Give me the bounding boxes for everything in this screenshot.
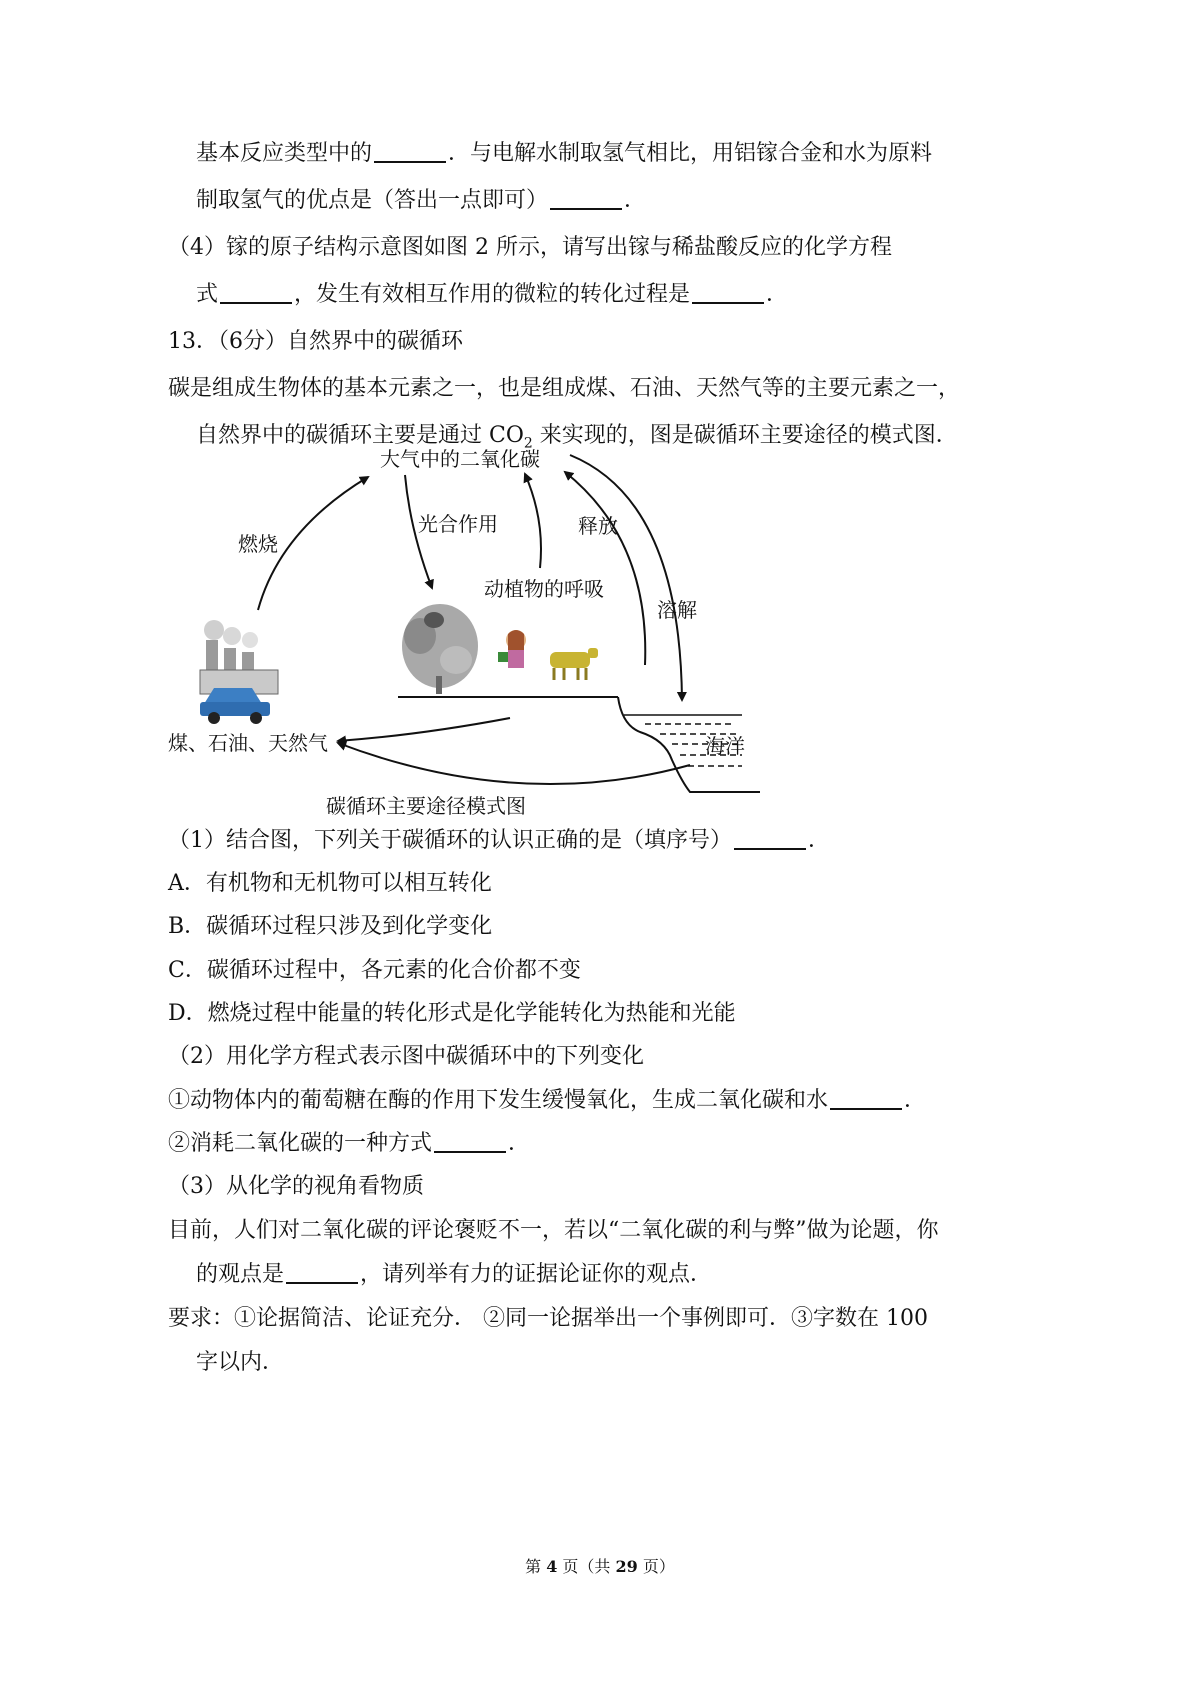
sub-question-3-requirement: 要求：①论据简洁、论证充分． ②同一论据举出一个事例即可．③字数在 100	[168, 1306, 928, 1331]
sub-question-3-paragraph: 目前，人们对二氧化碳的评论褒贬不一，若以“二氧化碳的利与弊”做为论题，你	[168, 1218, 939, 1243]
page-number: 4	[546, 1557, 558, 1576]
q12-part4-line: （4）镓的原子结构示意图如图 2 所示，请写出镓与稀盐酸反应的化学方程	[168, 235, 892, 260]
diagram-label-photosynthesis: 光合作用	[418, 512, 498, 536]
ground-to-fossil-arrow	[338, 718, 510, 741]
stem-text-segment: （1）结合图，下列关于碳循环的认识正确的是（填序号）	[168, 828, 732, 853]
option-b: B．碳循环过程只涉及到化学变化	[168, 914, 493, 939]
answer-blank	[734, 826, 806, 850]
option-c: C．碳循环过程中，各元素的化合价都不变	[168, 958, 581, 983]
diagram-label-ocean: 海洋	[705, 734, 745, 758]
release-arrow	[565, 472, 645, 665]
q12-text-segment: 式	[196, 282, 219, 307]
sub-question-3-stem: （3）从化学的视角看物质	[168, 1174, 424, 1199]
answer-blank	[830, 1086, 902, 1110]
item-text-segment: ②消耗二氧化碳的一种方式	[168, 1131, 433, 1156]
co2-subscript: 2	[523, 435, 533, 452]
sub-question-2-stem: （2）用化学方程式表示图中碳循环中的下列变化	[168, 1044, 644, 1069]
paragraph-text-segment: 的观点是	[196, 1262, 285, 1287]
diagram-label-release: 释放	[578, 514, 618, 538]
option-a: A．有机物和无机物可以相互转化	[168, 871, 492, 896]
sub-question-1-stem	[168, 826, 830, 856]
diagram-caption: 碳循环主要途径模式图	[326, 794, 526, 818]
answer-blank	[286, 1260, 358, 1284]
factory-car-icon	[200, 620, 278, 724]
sub-question-2-item-1	[168, 1086, 926, 1116]
cow-icon	[550, 648, 598, 680]
sub-question-3-requirement: 字以内．	[196, 1350, 285, 1375]
item-text-segment: ．	[904, 1088, 927, 1113]
q12-text-segment: ．与电解水制取氢气相比，用铝镓合金和水为原料	[448, 141, 933, 166]
diagram-label-respiration: 动植物的呼吸	[484, 577, 604, 601]
question-intro-line: 碳是组成生物体的基本元素之一，也是组成煤、石油、天然气等的主要元素之一，	[168, 376, 961, 401]
intro-text-segment: 来实现的，图是碳循环主要途径的模式图．	[532, 423, 958, 448]
item-text-segment: ①动物体内的葡萄糖在酶的作用下发生缓慢氧化，生成二氧化碳和水	[168, 1088, 829, 1113]
question-title: 13．（6分）自然界中的碳循环	[168, 329, 463, 354]
respiration-arrow	[525, 474, 541, 568]
tree-icon	[402, 604, 478, 694]
q12-text-segment: 制取氢气的优点是（答出一点即可）	[196, 188, 549, 213]
person-icon	[498, 630, 526, 668]
footer-text: 页）	[637, 1557, 675, 1576]
q12-text-segment: ，发生有效相互作用的微粒的转化过程是	[294, 282, 691, 307]
diagram-label-atmosphere: 大气中的二氧化碳	[380, 447, 540, 471]
diagram-label-fossil-fuels: 煤、石油、天然气	[168, 731, 328, 755]
page-total: 29	[615, 1557, 638, 1576]
ocean-to-fossil-arrow	[338, 743, 690, 784]
intro-text-segment: 自然界中的碳循环主要是通过 CO	[196, 423, 524, 448]
q12-text-segment: ．	[624, 188, 647, 213]
diagram-label-dissolve: 溶解	[657, 598, 697, 622]
stem-text-segment: ．	[808, 828, 831, 853]
item-text-segment: ．	[508, 1131, 531, 1156]
page-footer	[0, 1554, 1200, 1577]
paragraph-text-segment: ，请列举有力的证据论证你的观点．	[360, 1262, 713, 1287]
footer-text: 页（共	[557, 1557, 616, 1576]
answer-blank	[434, 1129, 506, 1153]
sub-question-3-paragraph	[196, 1260, 712, 1290]
q12-text-segment: 基本反应类型中的	[196, 141, 373, 166]
option-d: D．燃烧过程中能量的转化形式是化学能转化为热能和光能	[168, 1001, 736, 1026]
q12-text-segment: ．	[766, 282, 789, 307]
sub-question-2-item-2	[168, 1129, 530, 1159]
diagram-label-burning: 燃烧	[238, 532, 278, 556]
footer-text: 第	[525, 1557, 547, 1576]
